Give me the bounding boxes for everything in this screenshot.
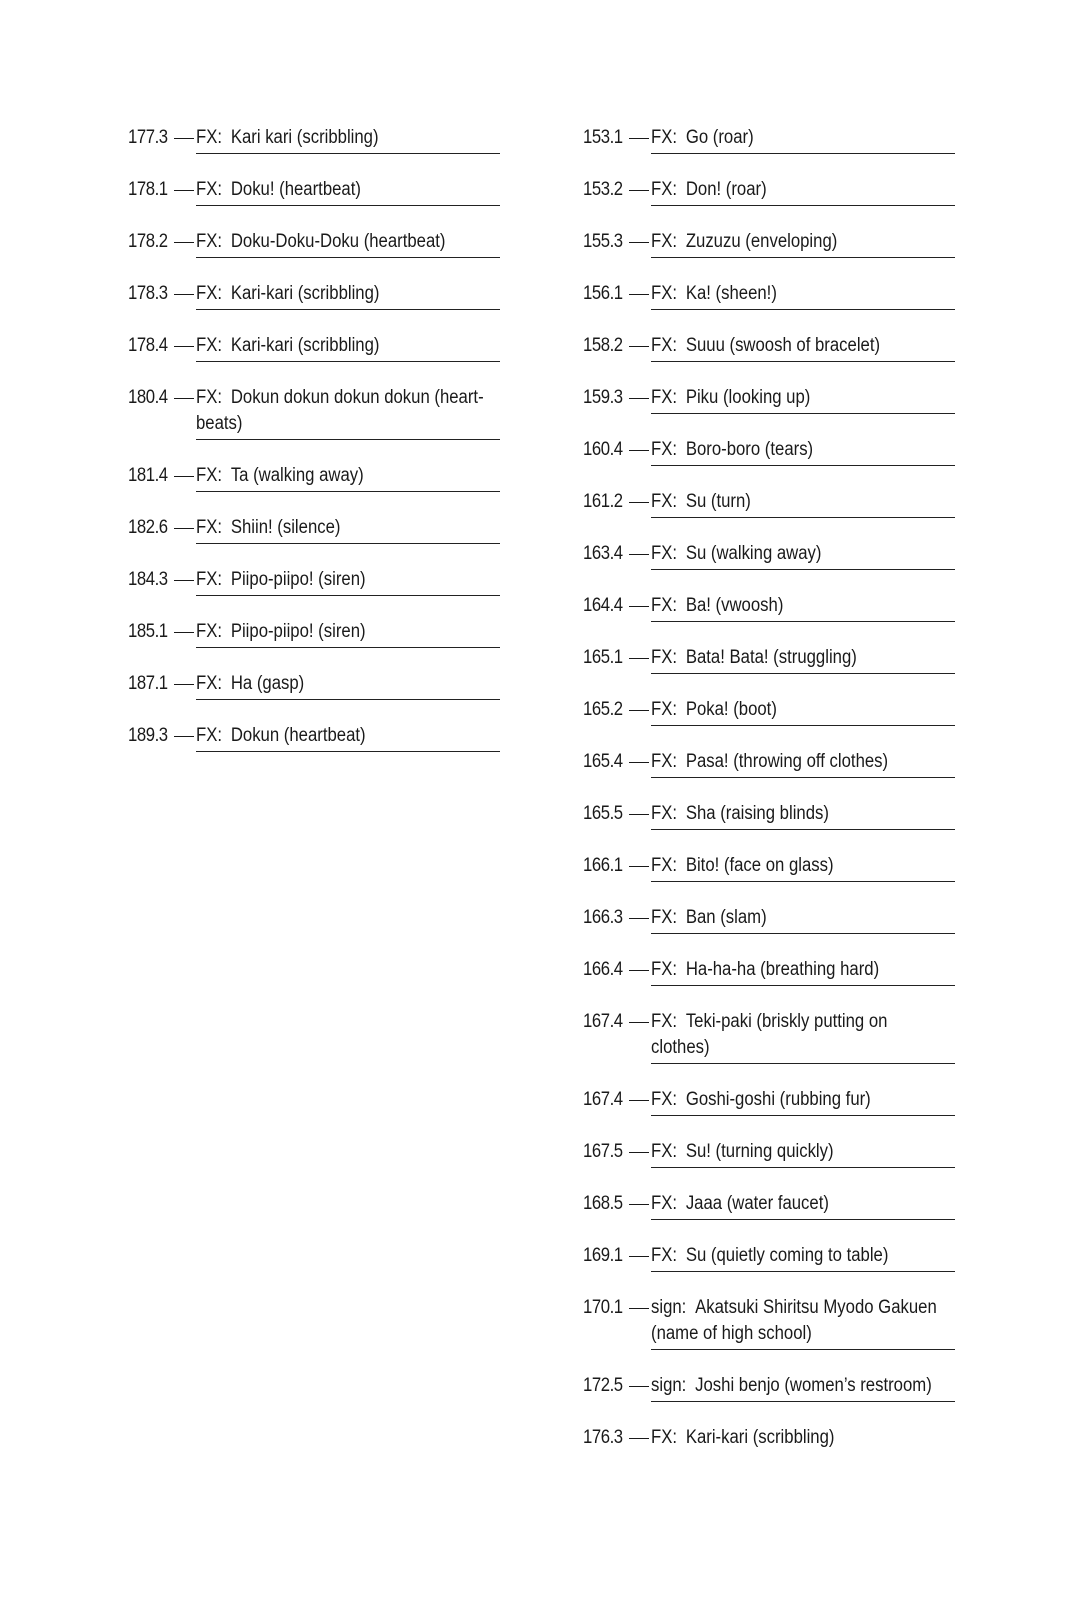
entry-reference: 178.2 (128, 231, 168, 252)
entry-body (651, 1191, 955, 1217)
entry-body (196, 515, 500, 541)
entry-body (651, 333, 955, 359)
fx-entry (128, 567, 366, 619)
entry-type: FX: (651, 439, 678, 460)
fx-entry (128, 281, 380, 333)
entry-type: FX: (196, 179, 223, 200)
entry-description: Piku (looking up) (685, 387, 811, 408)
em-dash (174, 528, 194, 529)
entry-description: Kari-kari (scribbling) (230, 335, 380, 356)
entry-body (651, 957, 955, 983)
entry-reference: 180.4 (128, 387, 168, 408)
underline-rule (651, 621, 955, 622)
entry-reference: 159.3 (583, 387, 623, 408)
fx-entry (583, 229, 838, 281)
entry-body (651, 541, 955, 567)
entry-type: FX: (196, 387, 223, 408)
fx-entry (583, 1009, 888, 1087)
underline-rule (196, 257, 500, 258)
fx-entry (128, 229, 446, 281)
entry-reference: 170.1 (583, 1297, 623, 1318)
entry-body (196, 281, 500, 307)
fx-entry (583, 125, 754, 177)
entry-reference: 165.5 (583, 803, 623, 824)
em-dash (629, 554, 649, 555)
underline-rule (651, 725, 955, 726)
entry-body (196, 671, 500, 697)
underline-rule (196, 751, 500, 752)
entry-reference: 167.4 (583, 1089, 623, 1110)
underline-rule (651, 1349, 955, 1350)
entry-type: FX: (651, 699, 678, 720)
entry-description: Zuzuzu (enveloping) (685, 231, 838, 252)
fx-entry (583, 1243, 889, 1295)
entry-description: Piipo-piipo! (siren) (230, 621, 366, 642)
entry-description-continued: (name of high school) (651, 1323, 812, 1344)
underline-rule (651, 465, 955, 466)
em-dash (629, 294, 649, 295)
fx-entry (583, 333, 881, 385)
fx-entry (583, 905, 767, 957)
entry-description: Ka! (sheen!) (685, 283, 777, 304)
entry-type: FX: (651, 959, 678, 980)
em-dash (629, 190, 649, 191)
em-dash (629, 1152, 649, 1153)
entry-reference: 163.4 (583, 543, 623, 564)
fx-entry (583, 1295, 937, 1373)
entry-description: Doku! (heartbeat) (230, 179, 361, 200)
em-dash (629, 710, 649, 711)
entry-reference: 165.4 (583, 751, 623, 772)
entry-body (651, 281, 955, 307)
entry-description: Bata! Bata! (struggling) (685, 647, 857, 668)
underline-rule (651, 777, 955, 778)
entry-body (651, 801, 955, 827)
entry-description: Doku-Doku-Doku (heartbeat) (230, 231, 446, 252)
em-dash (629, 1256, 649, 1257)
fx-entry (583, 801, 829, 853)
underline-rule (651, 933, 955, 934)
entry-description: Boro-boro (tears) (685, 439, 814, 460)
entry-body (196, 567, 500, 593)
em-dash (629, 606, 649, 607)
entry-reference: 177.3 (128, 127, 168, 148)
em-dash (629, 502, 649, 503)
em-dash (174, 736, 194, 737)
underline-rule (196, 491, 500, 492)
entry-description: Teki-paki (briskly putting on (685, 1011, 888, 1032)
em-dash (174, 580, 194, 581)
entry-body (651, 1373, 955, 1399)
em-dash (629, 1100, 649, 1101)
entry-reference: 185.1 (128, 621, 168, 642)
entry-type: FX: (651, 543, 678, 564)
underline-rule (651, 1115, 955, 1116)
entry-type: FX: (651, 751, 678, 772)
entry-description: Piipo-piipo! (siren) (230, 569, 366, 590)
entry-type: FX: (196, 517, 223, 538)
entry-type: FX: (651, 387, 678, 408)
em-dash (174, 190, 194, 191)
entry-type: FX: (651, 231, 678, 252)
entry-body (651, 749, 955, 775)
em-dash (174, 684, 194, 685)
entry-reference: 169.1 (583, 1245, 623, 1266)
em-dash (629, 866, 649, 867)
underline-rule (196, 309, 500, 310)
fx-entry (128, 333, 380, 385)
entry-type: FX: (196, 231, 223, 252)
entry-description: Dokun (heartbeat) (230, 725, 366, 746)
fx-entry (583, 281, 777, 333)
entry-reference: 167.4 (583, 1011, 623, 1032)
entry-type: FX: (651, 803, 678, 824)
entry-body (651, 905, 955, 931)
underline-rule (196, 205, 500, 206)
entry-body (196, 177, 500, 203)
fx-entry (583, 489, 751, 541)
entry-description: Ha (gasp) (230, 673, 305, 694)
entry-description: Su (quietly coming to table) (685, 1245, 889, 1266)
entry-reference: 160.4 (583, 439, 623, 460)
underline-rule (651, 257, 955, 258)
entry-reference: 178.3 (128, 283, 168, 304)
entry-reference: 168.5 (583, 1193, 623, 1214)
fx-entry (583, 1139, 834, 1191)
underline-rule (651, 881, 955, 882)
entry-type: FX: (651, 1245, 678, 1266)
entry-description: Ha-ha-ha (breathing hard) (685, 959, 880, 980)
entry-type: FX: (651, 1011, 678, 1032)
em-dash (629, 398, 649, 399)
fx-entry (583, 1191, 829, 1243)
entry-type: FX: (196, 621, 223, 642)
underline-rule (196, 647, 500, 648)
left-column (128, 125, 484, 775)
fx-entry (583, 437, 814, 489)
entry-body (651, 697, 955, 723)
entry-reference: 189.3 (128, 725, 168, 746)
em-dash (174, 294, 194, 295)
entry-body (196, 229, 500, 255)
fx-entry (583, 697, 777, 749)
entry-type: FX: (651, 335, 678, 356)
entry-reference: 167.5 (583, 1141, 623, 1162)
underline-rule (651, 205, 955, 206)
entry-body (651, 645, 955, 671)
entry-reference: 178.4 (128, 335, 168, 356)
em-dash (629, 346, 649, 347)
entry-reference: 182.6 (128, 517, 168, 538)
entry-description: Go (roar) (685, 127, 754, 148)
entry-description: Goshi-goshi (rubbing fur) (685, 1089, 871, 1110)
entry-description-continued: beats) (196, 413, 243, 434)
fx-entry (583, 749, 889, 801)
fx-entry (583, 177, 767, 229)
entry-body (651, 1087, 955, 1113)
entry-reference: 155.3 (583, 231, 623, 252)
entry-reference: 166.1 (583, 855, 623, 876)
entry-body (651, 229, 955, 255)
entry-body (651, 1009, 955, 1061)
fx-entry (583, 853, 834, 905)
fx-entry (128, 671, 305, 723)
fx-entry (128, 515, 341, 567)
entry-type: FX: (651, 595, 678, 616)
underline-rule (651, 985, 955, 986)
em-dash (629, 814, 649, 815)
em-dash (629, 918, 649, 919)
fx-entry (583, 385, 811, 437)
entry-reference: 165.2 (583, 699, 623, 720)
entry-type: FX: (651, 1141, 678, 1162)
entry-body (651, 1139, 955, 1165)
fx-entry (128, 125, 379, 177)
entry-description: Don! (roar) (685, 179, 767, 200)
entry-type: FX: (651, 1427, 678, 1448)
entry-reference: 178.1 (128, 179, 168, 200)
entry-type: FX: (651, 127, 678, 148)
fx-entry (583, 1425, 835, 1459)
entry-type: FX: (651, 1193, 678, 1214)
underline-rule (651, 1401, 955, 1402)
em-dash (629, 1022, 649, 1023)
em-dash (174, 138, 194, 139)
entry-body (196, 385, 500, 437)
fx-entry (583, 645, 857, 697)
entry-type: FX: (651, 179, 678, 200)
underline-rule (651, 1271, 955, 1272)
fx-entry (583, 957, 880, 1009)
em-dash (174, 476, 194, 477)
entry-description: Su! (turning quickly) (685, 1141, 834, 1162)
em-dash (629, 1438, 649, 1439)
entry-type: FX: (196, 127, 223, 148)
fx-entry (128, 619, 366, 671)
entry-reference: 166.4 (583, 959, 623, 980)
underline-rule (196, 361, 500, 362)
underline-rule (651, 1063, 955, 1064)
entry-reference: 166.3 (583, 907, 623, 928)
underline-rule (651, 829, 955, 830)
underline-rule (651, 673, 955, 674)
entry-description: Kari-kari (scribbling) (685, 1427, 835, 1448)
entry-type: FX: (651, 907, 678, 928)
entry-body (651, 385, 955, 411)
underline-rule (196, 439, 500, 440)
em-dash (629, 1308, 649, 1309)
fx-entry (583, 541, 822, 593)
entry-description: Ba! (vwoosh) (685, 595, 784, 616)
entry-type: sign: (651, 1375, 687, 1396)
em-dash (629, 242, 649, 243)
entry-body (651, 593, 955, 619)
entry-type: FX: (196, 569, 223, 590)
entry-type: FX: (196, 465, 223, 486)
entry-body (196, 723, 500, 749)
underline-rule (196, 153, 500, 154)
underline-rule (196, 595, 500, 596)
em-dash (629, 762, 649, 763)
underline-rule (651, 309, 955, 310)
entry-reference: 161.2 (583, 491, 623, 512)
em-dash (629, 1204, 649, 1205)
entry-description: Poka! (boot) (685, 699, 777, 720)
entry-body (196, 463, 500, 489)
fx-entry (128, 463, 364, 515)
fx-entry (583, 593, 784, 645)
entry-body (651, 177, 955, 203)
em-dash (629, 450, 649, 451)
entry-description: Joshi benjo (women’s restroom) (695, 1375, 932, 1396)
entry-type: FX: (651, 855, 678, 876)
fx-entry (128, 723, 366, 775)
entry-description: Su (turn) (685, 491, 751, 512)
entry-reference: 153.2 (583, 179, 623, 200)
entry-reference: 158.2 (583, 335, 623, 356)
entry-body (196, 619, 500, 645)
entry-description: Shiin! (silence) (230, 517, 341, 538)
entry-description: Akatsuki Shiritsu Myodo Gakuen (695, 1297, 937, 1318)
entry-reference: 176.3 (583, 1427, 623, 1448)
entry-type: FX: (651, 647, 678, 668)
underline-rule (651, 413, 955, 414)
entry-description: Suuu (swoosh of bracelet) (685, 335, 881, 356)
entry-description: Su (walking away) (685, 543, 822, 564)
fx-entry (128, 177, 361, 229)
em-dash (174, 398, 194, 399)
fx-entry (583, 1087, 871, 1139)
entry-reference: 156.1 (583, 283, 623, 304)
entry-description: Ta (walking away) (230, 465, 364, 486)
entry-type: FX: (651, 283, 678, 304)
entry-body (651, 1295, 955, 1347)
entry-description: Jaaa (water faucet) (685, 1193, 829, 1214)
entry-description: Ban (slam) (685, 907, 767, 928)
entry-reference: 153.1 (583, 127, 623, 148)
entry-reference: 184.3 (128, 569, 168, 590)
entry-type: FX: (196, 673, 223, 694)
entry-type: sign: (651, 1297, 687, 1318)
entry-body (651, 853, 955, 879)
entry-body (651, 437, 955, 463)
entry-description: Sha (raising blinds) (685, 803, 829, 824)
entry-type: FX: (196, 335, 223, 356)
entry-description: Kari-kari (scribbling) (230, 283, 380, 304)
entry-body (651, 1243, 955, 1269)
entry-description: Pasa! (throwing off clothes) (685, 751, 889, 772)
underline-rule (651, 517, 955, 518)
em-dash (174, 632, 194, 633)
em-dash (629, 658, 649, 659)
entry-reference: 164.4 (583, 595, 623, 616)
underline-rule (196, 699, 500, 700)
em-dash (174, 346, 194, 347)
entry-reference: 172.5 (583, 1375, 623, 1396)
em-dash (629, 970, 649, 971)
right-column (583, 125, 937, 1459)
fx-entry (583, 1373, 932, 1425)
entry-description: Kari kari (scribbling) (230, 127, 379, 148)
underline-rule (651, 361, 955, 362)
fx-entry (128, 385, 484, 463)
entry-description-continued: clothes) (651, 1037, 710, 1058)
entry-type: FX: (196, 725, 223, 746)
entry-description: Dokun dokun dokun dokun (heart- (230, 387, 484, 408)
entry-type: FX: (196, 283, 223, 304)
underline-rule (196, 543, 500, 544)
entry-description: Bito! (face on glass) (685, 855, 834, 876)
underline-rule (651, 1219, 955, 1220)
em-dash (174, 242, 194, 243)
entry-reference: 181.4 (128, 465, 168, 486)
underline-rule (651, 569, 955, 570)
entry-body (196, 125, 500, 151)
entry-body (651, 489, 955, 515)
entry-body (196, 333, 500, 359)
entry-body (651, 125, 955, 151)
entry-type: FX: (651, 491, 678, 512)
entry-reference: 187.1 (128, 673, 168, 694)
entry-body (651, 1425, 955, 1451)
underline-rule (651, 153, 955, 154)
underline-rule (651, 1167, 955, 1168)
em-dash (629, 138, 649, 139)
em-dash (629, 1386, 649, 1387)
entry-reference: 165.1 (583, 647, 623, 668)
entry-type: FX: (651, 1089, 678, 1110)
